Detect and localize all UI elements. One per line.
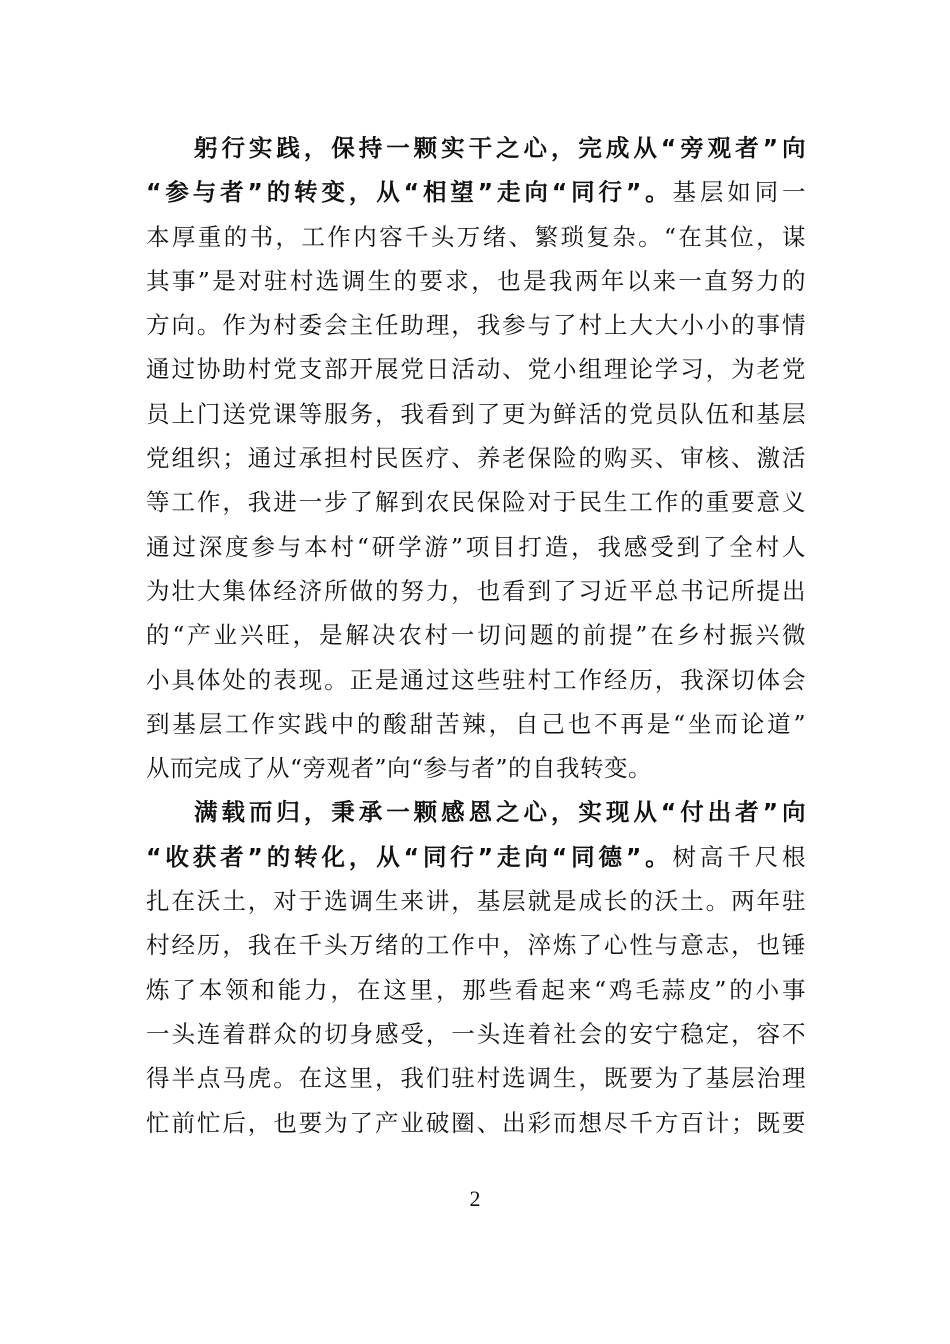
paragraph-line: 员上门送党课等服务，我看到了更为鲜活的党员队伍和基层: [146, 399, 806, 428]
paragraph-line: [146, 835, 806, 879]
paragraph-line: 小具体处的表现。正是通过这些驻村工作经历，我深切体会: [146, 665, 806, 694]
paragraph-line: 党组织；通过承担村民医疗、养老保险的购买、审核、激活: [146, 444, 806, 473]
paragraph-line: 方向。作为村委会主任助理，我参与了村上大大小小的事情: [146, 311, 806, 340]
paragraph-line: 躬行实践，保持一颗实干之心，完成从“旁观者”向: [194, 134, 806, 162]
paragraph-line: 忙前忙后，也要为了产业破圈、出彩而想尽千方百计；既要: [146, 1108, 806, 1137]
paragraph-line: 炼了本领和能力，在这里，那些看起来“鸡毛蒜皮”的小事: [146, 975, 806, 1004]
paragraph-line: 其事”是对驻村选调生的要求，也是我两年以来一直努力的: [146, 266, 806, 295]
paragraph-line: 为壮大集体经济所做的努力，也看到了习近平总书记所提出: [146, 576, 806, 605]
paragraph-line: 村经历，我在千头万绪的工作中，淬炼了心性与意志，也锤: [146, 931, 806, 960]
line-tail: 基层如同一: [672, 178, 807, 207]
paragraph-line: 等工作，我进一步了解到农民保险对于民生工作的重要意义: [146, 488, 806, 517]
paragraph-line: 到基层工作实践中的酸甜苦辣，自己也不再是“坐而论道”: [146, 709, 806, 738]
paragraph-line: 本厚重的书，工作内容千头万绪、繁琐复杂。“在其位，谋: [146, 222, 806, 251]
paragraph-line: 满载而归，秉承一颗感恩之心，实现从“付出者”向: [194, 798, 806, 827]
paragraph-line: 得半点马虎。在这里，我们驻村选调生，既要为了基层治理: [146, 1064, 806, 1093]
paragraph-line: 一头连着群众的切身感受，一头连着社会的安宁稳定，容不: [146, 1019, 806, 1048]
bold-heading-text: “参与者”的转变，从“相望”走向“同行”。: [146, 178, 673, 207]
paragraph-line: 从而完成了从“旁观者”向“参与者”的自我转变。: [146, 754, 653, 783]
paragraph-line: 的“产业兴旺，是解决农村一切问题的前提”在乡村振兴微: [146, 621, 806, 650]
page-number: 2: [469, 1186, 481, 1211]
paragraph-2: [146, 790, 806, 1144]
bold-heading-text: “收获者”的转化，从“同行”走向“同德”。: [146, 842, 673, 871]
paragraph-line: 通过深度参与本村“研学游”项目打造，我感受到了全村人: [146, 532, 806, 561]
paragraph-1: [146, 126, 806, 790]
paragraph-line: 通过协助村党支部开展党日活动、党小组理论学习，为老党: [146, 355, 806, 384]
line-tail: 树高千尺根: [672, 842, 807, 871]
paragraph-line: [146, 170, 806, 214]
paragraph-line: 扎在沃土，对于选调生来讲，基层就是成长的沃土。两年驻: [146, 887, 806, 916]
document-page: [146, 126, 806, 1145]
